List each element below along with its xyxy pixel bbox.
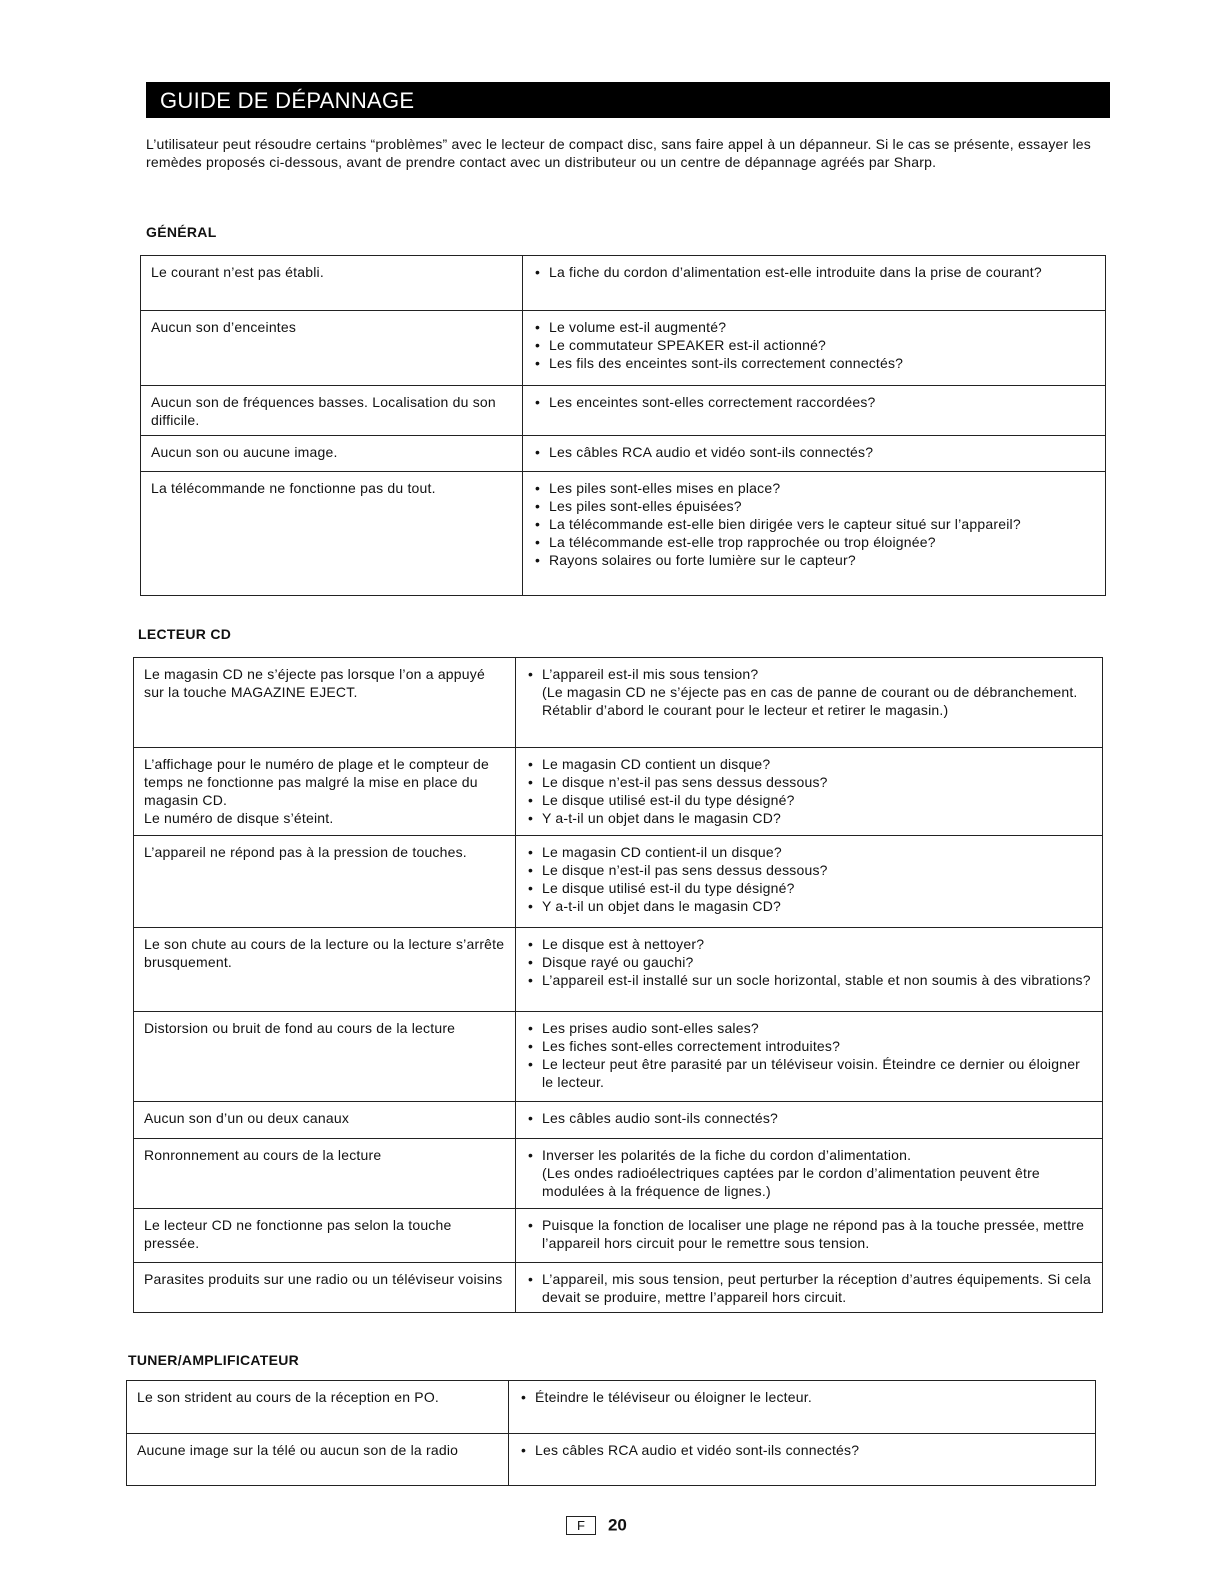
remedy-item: • Inverser les polarités de la fiche du cordon d’alimentation. xyxy=(526,1146,1094,1164)
remedy-cell xyxy=(509,1434,1096,1486)
remedy-item: • Le disque n’est-il pas sens dessus dessous? xyxy=(526,773,1094,791)
remedy-item: • Disque rayé ou gauchi? xyxy=(526,953,1094,971)
remedy-item: • Les câbles RCA audio et vidéo sont-ils connectés? xyxy=(519,1441,1087,1459)
remedy-item: • Y a-t-il un objet dans le magasin CD? xyxy=(526,897,1094,915)
remedy-item: • Y a-t-il un objet dans le magasin CD? xyxy=(526,809,1094,827)
remedy-item: • La fiche du cordon d’alimentation est-elle introduite dans la prise de courant? xyxy=(533,263,1097,281)
remedy-item: • La télécommande est-elle bien dirigée vers le capteur situé sur l’appareil? xyxy=(533,515,1097,533)
table-row xyxy=(134,658,1103,748)
remedy-item: • Le disque n’est-il pas sens dessus dessous? xyxy=(526,861,1094,879)
remedy-item: • Les prises audio sont-elles sales? xyxy=(526,1019,1094,1037)
remedy-cell xyxy=(516,1209,1103,1263)
page-number: 20 xyxy=(607,1515,627,1535)
remedy-cell xyxy=(516,1102,1103,1139)
remedy-item: • Le volume est-il augmenté? xyxy=(533,318,1097,336)
table-row xyxy=(134,1012,1103,1102)
problem-cell: L’affichage pour le numéro de plage et le compteur de temps ne fonctionne pas malgré la mise en place du magasin CD. Le numéro de disque s’éteint. xyxy=(134,748,516,836)
troubleshooting-table-lecteur-cd xyxy=(133,657,1103,1313)
problem-cell: Le son strident au cours de la réception en PO. xyxy=(127,1381,509,1434)
remedy-item: • Les piles sont-elles épuisées? xyxy=(533,497,1097,515)
remedy-item: • Le magasin CD contient-il un disque? xyxy=(526,843,1094,861)
section-title-general: GÉNÉRAL xyxy=(146,224,217,240)
remedy-cell xyxy=(523,386,1106,436)
remedy-item: • L’appareil, mis sous tension, peut perturber la réception d’autres équipements. Si cela devait se produire, mettre l’appareil hors circuit. xyxy=(526,1270,1094,1306)
page-title: GUIDE DE DÉPANNAGE xyxy=(160,88,415,113)
remedy-cell xyxy=(523,311,1106,386)
section-title-lecteur-cd: LECTEUR CD xyxy=(138,626,232,642)
remedy-cell xyxy=(516,1139,1103,1209)
remedy-cell xyxy=(516,836,1103,928)
troubleshooting-table-tuner xyxy=(126,1380,1096,1486)
table-row xyxy=(141,472,1106,596)
problem-cell: Aucun son d’enceintes xyxy=(141,311,523,386)
problem-cell: Le son chute au cours de la lecture ou la lecture s’arrête brusquement. xyxy=(134,928,516,1012)
table-row xyxy=(134,1139,1103,1209)
table-row xyxy=(127,1434,1096,1486)
problem-cell: Le magasin CD ne s’éjecte pas lorsque l’on a appuyé sur la touche MAGAZINE EJECT. xyxy=(134,658,516,748)
remedy-cell xyxy=(523,256,1106,311)
table-row xyxy=(141,436,1106,472)
remedy-cell xyxy=(516,748,1103,836)
problem-cell: Parasites produits sur une radio ou un téléviseur voisins xyxy=(134,1263,516,1313)
intro-paragraph: L’utilisateur peut résoudre certains “problèmes” avec le lecteur de compact disc, sans faire appel à un dépanneur. Si le cas se présente, essayer les remèdes proposés ci-dessous, avant de prendre contact avec un distributeur ou un centre de dépannage agréés par Sharp. xyxy=(146,136,1091,170)
remedy-cell xyxy=(523,436,1106,472)
problem-cell: Aucun son de fréquences basses. Localisation du son difficile. xyxy=(141,386,523,436)
language-label: F xyxy=(566,1516,596,1535)
remedy-item: • L’appareil est-il mis sous tension? xyxy=(526,665,1094,683)
remedy-item: • Les câbles audio sont-ils connectés? xyxy=(526,1109,1094,1127)
remedy-item: • L’appareil est-il installé sur un socle horizontal, stable et non soumis à des vibrations? xyxy=(526,971,1094,989)
remedy-item: • Rayons solaires ou forte lumière sur le capteur? xyxy=(533,551,1097,569)
remedy-item: • Le lecteur peut être parasité par un téléviseur voisin. Éteindre ce dernier ou éloigner le lecteur. xyxy=(526,1055,1094,1091)
table-row xyxy=(141,256,1106,311)
problem-cell: La télécommande ne fonctionne pas du tout. xyxy=(141,472,523,596)
problem-cell: Distorsion ou bruit de fond au cours de la lecture xyxy=(134,1012,516,1102)
remedy-item: • Les fiches sont-elles correctement introduites? xyxy=(526,1037,1094,1055)
problem-cell: Aucun son ou aucune image. xyxy=(141,436,523,472)
remedy-item: • Éteindre le téléviseur ou éloigner le lecteur. xyxy=(519,1388,1087,1406)
problem-cell: L’appareil ne répond pas à la pression de touches. xyxy=(134,836,516,928)
problem-cell: Le lecteur CD ne fonctionne pas selon la touche pressée. xyxy=(134,1209,516,1263)
remedy-cell xyxy=(509,1381,1096,1434)
remedy-item: • La télécommande est-elle trop rapprochée ou trop éloignée? xyxy=(533,533,1097,551)
table-row xyxy=(134,1209,1103,1263)
remedy-cell xyxy=(516,1263,1103,1313)
remedy-cell xyxy=(516,658,1103,748)
remedy-cell xyxy=(516,928,1103,1012)
remedy-item: • Les enceintes sont-elles correctement raccordées? xyxy=(533,393,1097,411)
problem-cell: Le courant n’est pas établi. xyxy=(141,256,523,311)
remedy-item: • Le commutateur SPEAKER est-il actionné? xyxy=(533,336,1097,354)
remedy-note: (Le magasin CD ne s’éjecte pas en cas de panne de courant ou de débranchement. Rétablir d’abord le courant pour le lecteur et retirer le magasin.) xyxy=(542,684,1078,718)
problem-cell: Ronronnement au cours de la lecture xyxy=(134,1139,516,1209)
table-row xyxy=(134,928,1103,1012)
remedy-note: (Les ondes radioélectriques captées par le cordon d’alimentation peuvent être modulées à la fréquence de lignes.) xyxy=(542,1165,1040,1199)
table-row xyxy=(134,748,1103,836)
remedy-cell xyxy=(516,1012,1103,1102)
remedy-item: • Le magasin CD contient un disque? xyxy=(526,755,1094,773)
remedy-item: • Les fils des enceintes sont-ils correctement connectés? xyxy=(533,354,1097,372)
problem-cell: Aucune image sur la télé ou aucun son de la radio xyxy=(127,1434,509,1486)
remedy-item: • Les câbles RCA audio et vidéo sont-ils connectés? xyxy=(533,443,1097,461)
section-title-tuner: TUNER/AMPLIFICATEUR xyxy=(128,1352,300,1368)
remedy-item: • Puisque la fonction de localiser une plage ne répond pas à la touche pressée, mettre l’appareil hors circuit pour le remettre sous tension. xyxy=(526,1216,1094,1252)
remedy-item: • Le disque est à nettoyer? xyxy=(526,935,1094,953)
table-row xyxy=(127,1381,1096,1434)
table-row xyxy=(141,386,1106,436)
table-row xyxy=(134,1263,1103,1313)
table-row xyxy=(134,1102,1103,1139)
remedy-item: • Le disque utilisé est-il du type désigné? xyxy=(526,879,1094,897)
remedy-cell xyxy=(523,472,1106,596)
header-bar xyxy=(146,82,1110,118)
table-row xyxy=(141,311,1106,386)
remedy-item: • Le disque utilisé est-il du type désigné? xyxy=(526,791,1094,809)
remedy-item: • Les piles sont-elles mises en place? xyxy=(533,479,1097,497)
problem-cell: Aucun son d’un ou deux canaux xyxy=(134,1102,516,1139)
table-row xyxy=(134,836,1103,928)
page-footer xyxy=(566,1515,627,1536)
troubleshooting-table-general xyxy=(140,255,1106,596)
